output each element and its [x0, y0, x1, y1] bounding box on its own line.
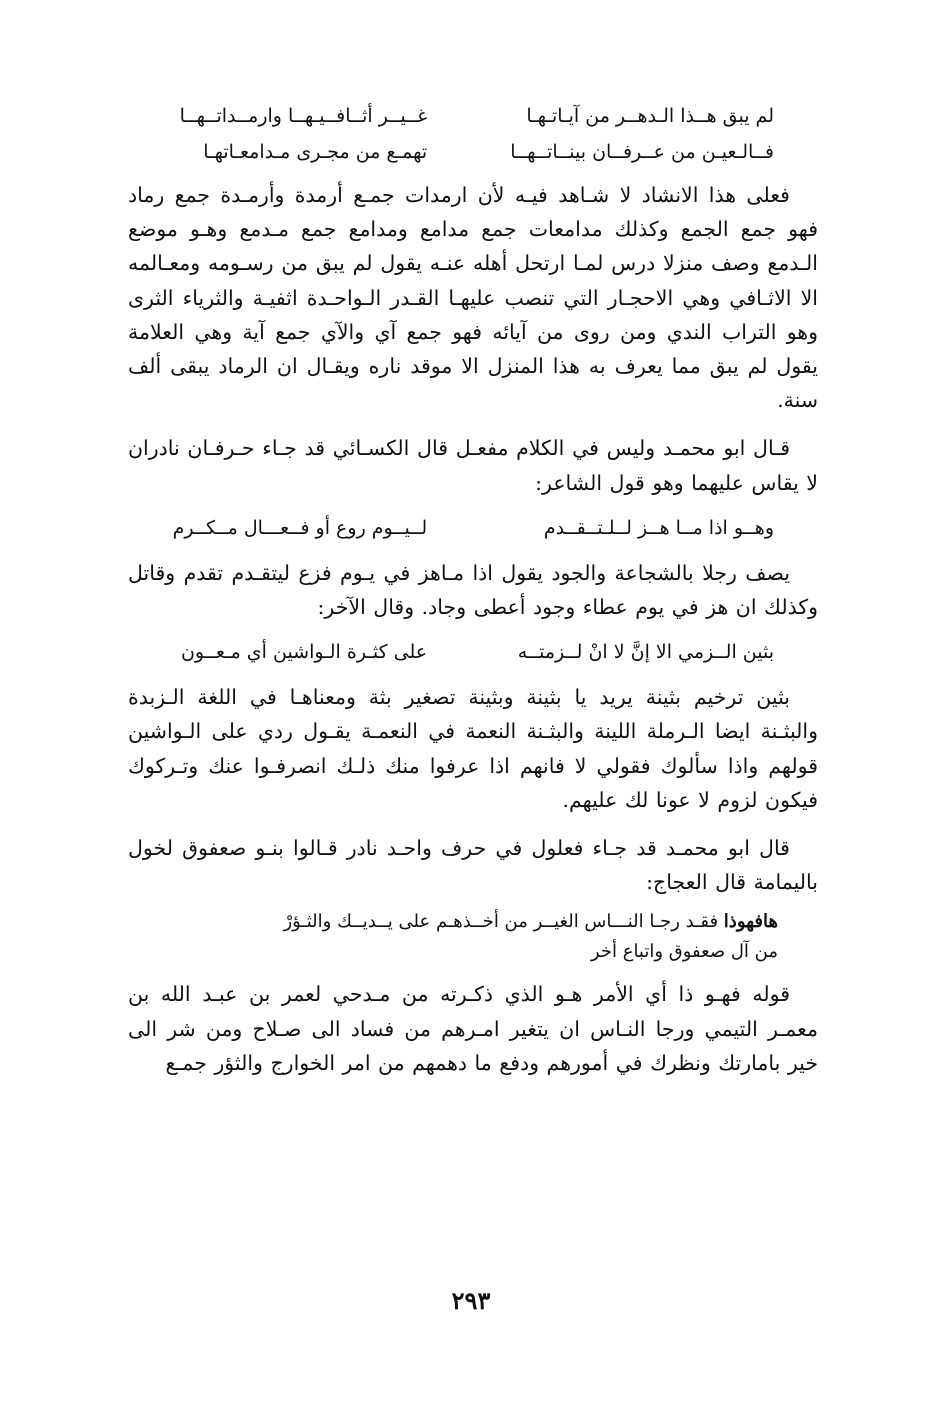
- verse-second-hemistich: لــيــوم روع أو فــعـــال مــكــرم: [172, 516, 428, 539]
- verse-first-hemistich: لم يبق هــذا الـدهــر من آيـاتـهـا: [526, 105, 774, 127]
- verse-first-hemistich: وهــو اذا مــا هــز لــلـتــقــدم: [543, 516, 774, 539]
- verse-line: [176, 134, 774, 170]
- rajaz-line-1-text: فقـد رجـا النـــاس الغيــر من أخــذهـم على يــديــك والثـؤرْ: [283, 911, 719, 933]
- rajaz-line-2: من آل صعفوق واتباع أخر: [590, 941, 778, 963]
- verse-second-hemistich: غــيــر أثــافــيـهــا وارمــداتــهــا: [179, 105, 428, 127]
- verse-line: [176, 634, 774, 670]
- rajaz-line-1: [168, 907, 778, 937]
- verse-line: [172, 510, 774, 546]
- verse-first-hemistich: بثين الــزمي الا إنَّ لا انْ لــزمتــه: [517, 641, 774, 664]
- paragraph-commentary-1: فعلى هذا الانشاد لا شـاهد فيـه لأن ارمدات جمـع أرمدة وأرمـدة جمع رماد فهو جمع الجمع وكذلك مدامعات جمع مدامع ومدامع جمع مـدمع وهـو موضع الـدمع وصف منزلا درس لمـا ارتحل أهله عنـه يقول لم يبق من رسـومه ومعـالمه الا الاثـافي وهي الاحجـار التي تنصب عليهـا القـدر الـواحـدة اثفيـة والثرياء الثرى وهو التراب الندي ومن روى من آيائه فهو جمع آي والآي جمع آية وهي العلامة يقول لم يبق مما يعرف به هذا المنزل الا موقد ناره ويقـال ان الرماد يبقى ألف سنة.: [128, 183, 818, 413]
- paragraph-commentary-2: قـال ابو محمـد وليس في الكلام مفعـل قال الكسـائي قد جـاء حـرفـان نادران لا يقاس عليهما وهو قول الشاعر:: [128, 436, 818, 495]
- paragraph-commentary-3: يصف رجلا بالشجاعة والجود يقول اذا مـاهز في يـوم فزع ليتقـدم تقدم وقاتل وكذلك ان هز في يوم عطاء وجود أعطى وجاد. وقال الآخر:: [128, 560, 818, 620]
- verse-first-hemistich: فــالـعيـن من عــرفــان بينــاتــهــا: [510, 141, 774, 163]
- rajaz-opening-word: هافهوذا: [723, 911, 778, 933]
- verse-line: [176, 98, 774, 134]
- verse-second-hemistich: على كثـرة الـواشين أي مـعــون: [180, 641, 428, 664]
- paragraph-commentary-5: قال ابو محمـد قد جـاء فعلول في حرف واحـد نادر قـالوا بنـو صعفوق لخول باليمامة قال العجاج:: [128, 836, 818, 895]
- paragraph-commentary-6: قوله فهـو ذا أي الأمر هـو الذي ذكـرته من مـدحي لعمر بن عبـد الله بن معمـر التيمي ورجا النـاس ان يتغير امـرهم من فساد الى صـلاح ومن شر الى خير بامارتك ونظرك في أمورهم ودفع ما دهمهم من امر الخوارج والثؤر جمـع: [128, 982, 818, 1075]
- page-number: ٢٩٣: [451, 1286, 491, 1315]
- paragraph-commentary-4: بثين ترخيم بثينة يريد يا بثينة وبثينة تصغير بثة ومعناهـا في اللغة الـزبدة والبثـنة ايضا الـرملة اللينة والبثـنة النعمة في النعمـة يقـول ردي على الـواشين قولهم واذا سألوك فقولي لا فانهم اذا عرفوا منك ذلـك انصرفـوا عنك وتـركوك فيكون لزوم لا عونا لك عليهم.: [128, 685, 818, 812]
- verse-second-hemistich: تهمـع من مجـرى مـدامعـاتهـا: [203, 141, 428, 163]
- page-content: [128, 98, 818, 1080]
- rajaz-verse: [168, 907, 778, 967]
